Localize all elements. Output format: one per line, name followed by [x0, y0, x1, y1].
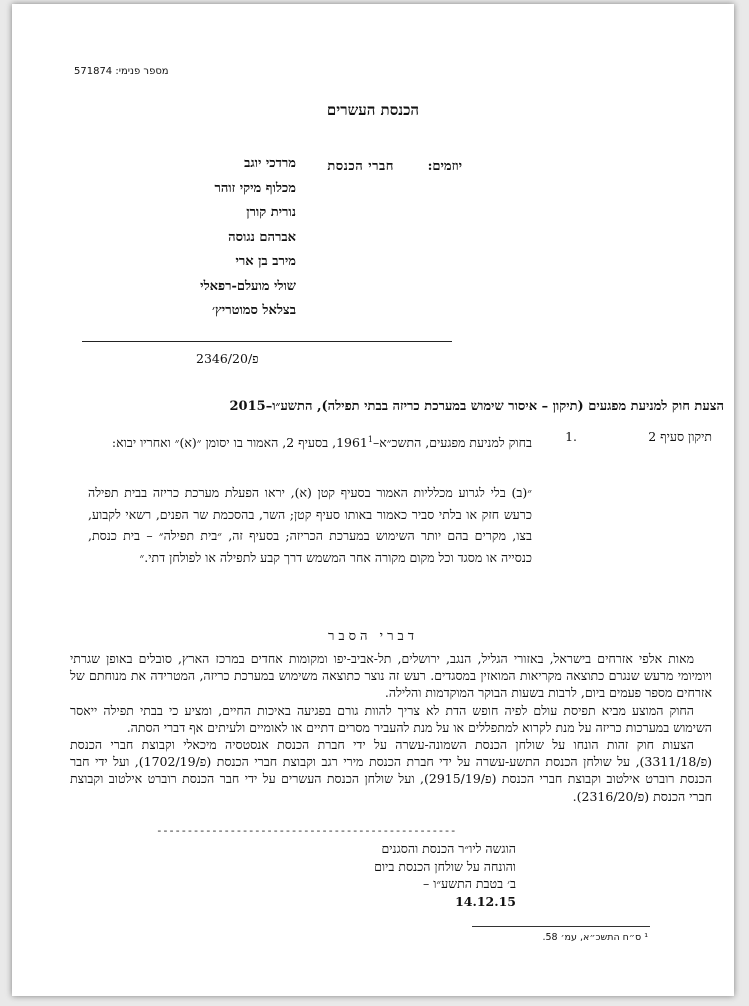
submission-line: הוגשה ליו״ר הכנסת והסגנים [381, 841, 516, 856]
internal-number: מספר פנימי: 571874 [74, 66, 169, 77]
separator-rule [82, 341, 452, 342]
member-name: נורית קורן [246, 205, 296, 220]
amendment-number: 1. [565, 429, 577, 444]
member-name: מרדכי יוגב [244, 156, 296, 171]
submission-line: והונחה על שולחן הכנסת ביום [374, 858, 516, 874]
amendment-text [88, 429, 532, 453]
amendment-label: תיקון סעיף 2 [648, 429, 712, 444]
members-group-label: חברי הכנסת [327, 159, 394, 174]
dashed-separator: ------------------------------------------------- [156, 824, 457, 837]
explanation-body [70, 650, 712, 805]
submission-date [276, 875, 516, 910]
bill-title: הצעת חוק למניעת מפגעים (תיקון – איסור שימוש במערכת כריזה בבתי תפילה), התשע״ו–2015 [229, 399, 724, 414]
member-name: מכלוף מיקי זוהר [214, 180, 296, 196]
member-name: שולי מועלם-רפאלי [200, 278, 296, 294]
explanation-title: דברי הסבר [328, 629, 418, 644]
page-title: הכנסת העשרים [326, 101, 420, 119]
submission-date-numeric: 14.12.15 [455, 893, 516, 909]
amendment-quote: ״(ב) בלי לגרוע מכלליות האמור בסעיף קטן (א), יראו הפעלת מערכת כריזה בבית תפילה כרעש חזק או בלתי סביר כאמור באותו סעיף קטן; השר, בהסכמת שר הפנים, רשאי לקבוע, בצו, מקרים בהם יותר השימוש במערכת הכריזה; בסעיף זה, ״בית תפילה״ – בית כנסת, כנסייה או מסגד וכל מקום מקורה אחר המשמש דרך קבע לתפילה או לפולחן דתי.״ [88, 485, 532, 565]
explanation-paragraph: מאות אלפי אזרחים בישראל, באזורי הגליל, הנגב, ירושלים, תל-אביב-יפו ומקומות אחדים במרכז הארץ, סובלים באופן שגרתי ויומיומי מרעש שנגרם כתוצאה מקריאות המואזין במסגדים. רעש זה נוצר כתוצאה משימוש במערכת כריזה, המטרידה את מנוחתם של אזרחים מספר פעמים ביום, לרבות בשעות הבוקר המוקדמות והלילה. [70, 651, 712, 701]
submission-date-hebrew: ב׳ בטבת התשע״ו – [423, 876, 516, 891]
bill-number: פ/2346/20 [196, 351, 259, 366]
member-name: אברהם נגוסה [228, 229, 296, 245]
member-name: בצלאל סמוטריץ׳ [212, 303, 296, 318]
initiators-label: יוזמים: [427, 159, 462, 174]
footnote-rule [472, 926, 650, 927]
footnote-ref: 1 [367, 435, 373, 444]
members-list [96, 152, 296, 324]
member-name: מירב בן ארי [235, 254, 296, 269]
amendment-text-end: , בסעיף 2, האמור בו יסומן ״(א)״ ואחריו יבוא: [111, 435, 337, 451]
amendment-text-start: בחוק למניעת מפגעים, התשכ״א–1961 [336, 435, 532, 451]
explanation-paragraph: החוק המוצע מביא תפיסת עולם לפיה חופש הדת לא צריך להוות גורם בפגיעה באיכות החיים, ומציע כי בבתי תפילה ייאסר השימוש במערכות כריזה על מנת לקרוא למתפללים או על מנת להעביר מסרים דתיים או לאומיים ולעיתים אף דברי הסתה. [70, 702, 712, 735]
document-page [12, 4, 734, 996]
explanation-paragraph: הצעות חוק זהות הונחו על שולחן הכנסת השמונה-עשרה על ידי חברת הכנסת אנסטסיה מיכאלי וקבוצת חברי הכנסת (פ/3311/18), על שולחן הכנסת התשע-עשרה על ידי חברת הכנסת מירי רגב וקבוצת חברי הכנסת (פ/1702/19), ועל ידי חבר הכנסת רוברט אילטוב וקבוצת חברי הכנסת (פ/2915/19), ועל שולחן הכנסת העשרים על ידי חבר הכנסת רוברט אילטוב וקבוצת חברי הכנסת (פ/2316/20). [70, 737, 713, 804]
submission-block [276, 840, 516, 910]
footnote: ¹ ס״ח התשכ״א, עמ׳ 58. [542, 932, 648, 943]
